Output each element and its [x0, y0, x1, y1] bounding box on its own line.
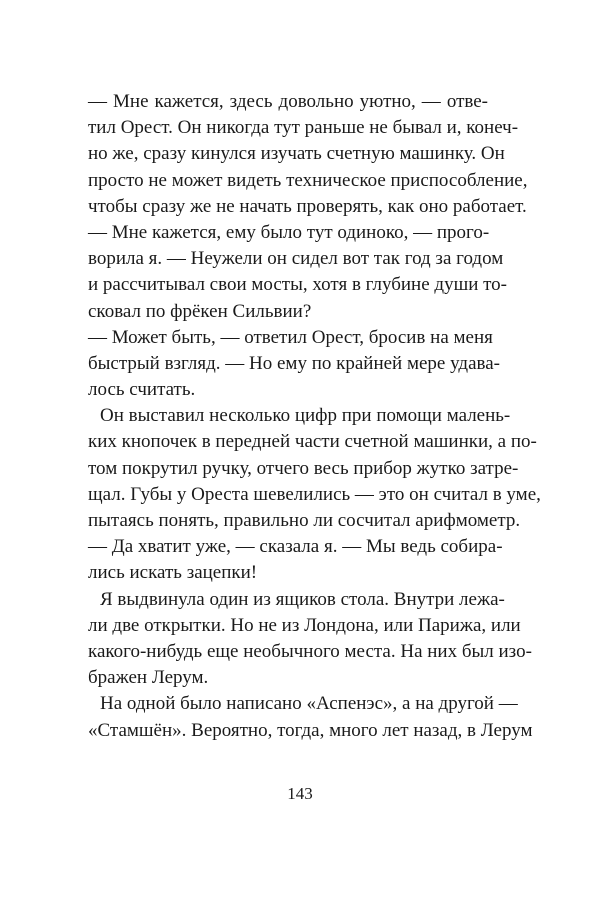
text-line: ких кнопочек в передней части счетной машинки, а по-	[88, 431, 537, 453]
text-line: и рассчитывал свои мосты, хотя в глубине души то-	[88, 274, 508, 296]
text-line: лись искать зацепки!	[88, 562, 258, 584]
text-line: но же, сразу кинулся изучать счетную машинку. Он	[88, 143, 505, 165]
text-line: щал. Губы у Ореста шевелились — это он считал в уме,	[88, 483, 541, 505]
text-line: Он выставил несколько цифр при помощи малень-	[100, 405, 511, 427]
page-number: 143	[287, 784, 313, 803]
text-line: чтобы сразу же не начать проверять, как оно работает.	[88, 195, 527, 217]
text-line: — Может быть, — ответил Орест, бросив на меня	[88, 326, 493, 348]
text-line: пытаясь понять, правильно ли сосчитал арифмометр.	[88, 510, 521, 531]
text-line: том покрутил ручку, отчего весь прибор жутко затре-	[88, 457, 519, 479]
text-line: бражен Лерум.	[88, 667, 209, 689]
text-line: На одной было написано «Аспенэс», а на другой —	[100, 693, 518, 715]
text-line: просто не может видеть техническое приспособление,	[88, 169, 528, 191]
text-line: тил Орест. Он никогда тут раньше не бывал и, конеч-	[88, 117, 519, 139]
text-line: — Да хватит уже, — сказала я. — Мы ведь собира-	[88, 536, 503, 558]
text-line: лось считать.	[88, 379, 196, 401]
body-text	[88, 89, 541, 744]
text-line: — Мне кажется, ему было тут одиноко, — прого-	[88, 221, 490, 243]
text-line: «Стамшён». Вероятно, тогда, много лет назад, в Лерум	[88, 719, 533, 741]
text-line: ворила я. — Неужели он сидел вот так год за годом	[88, 248, 504, 270]
text-line: сковал по фрёкен Сильвии?	[88, 300, 312, 322]
text-line: — Мне кажется, здесь довольно уютно, — отве-	[88, 91, 488, 112]
text-line: какого-нибудь еще необычного места. На них был изо-	[88, 640, 532, 662]
text-line: ли две открытки. Но не из Лондона, или Парижа, или	[88, 614, 521, 636]
text-line: Я выдвинула один из ящиков стола. Внутри лежа-	[100, 588, 505, 610]
text-line: быстрый взгляд. — Но ему по крайней мере удава-	[88, 352, 500, 374]
